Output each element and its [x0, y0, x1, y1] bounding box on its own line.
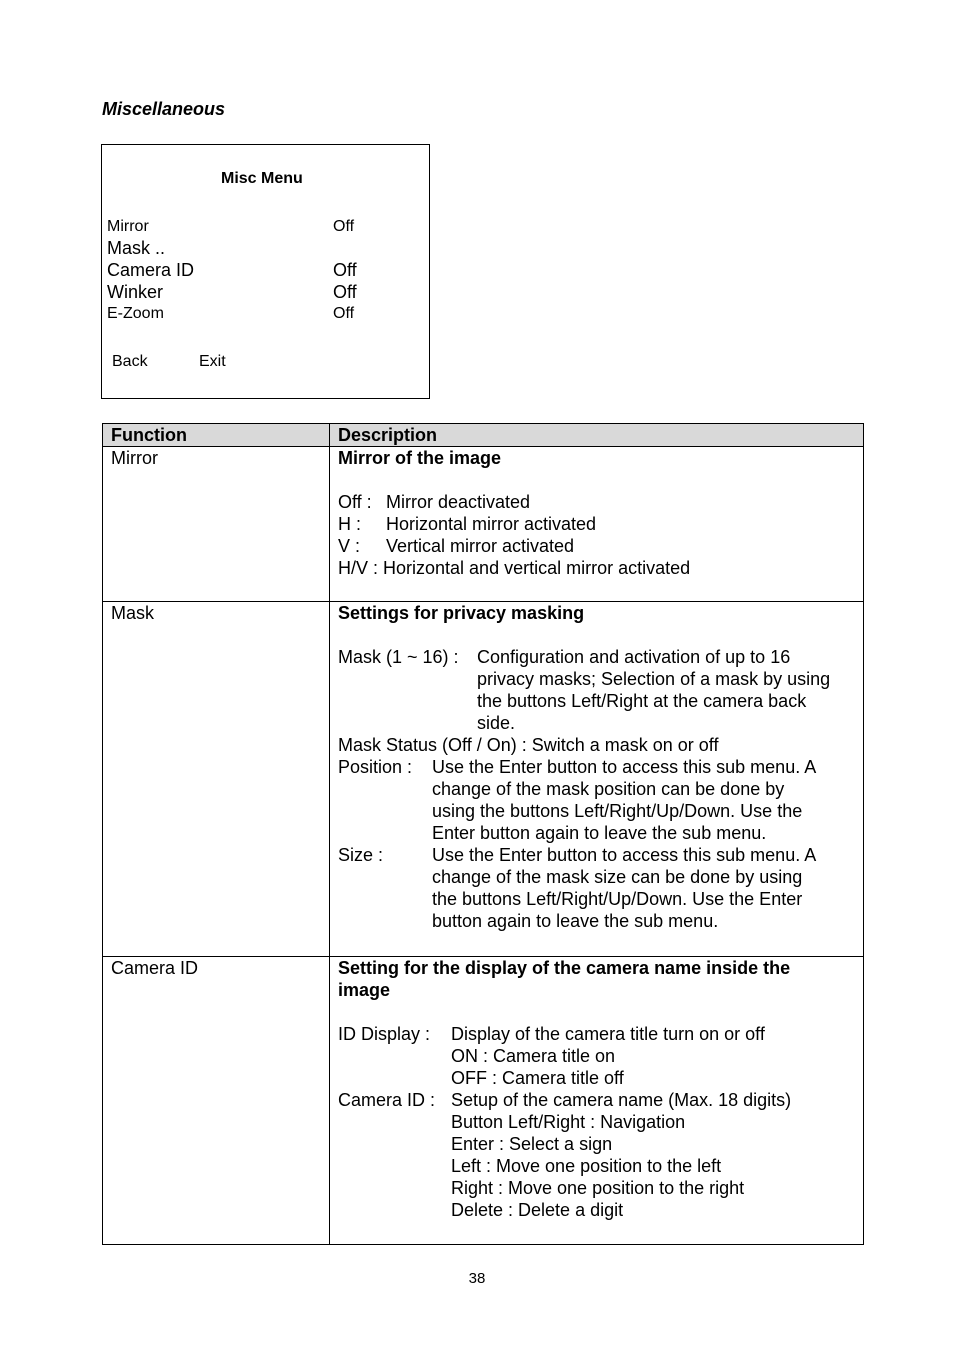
mask-line: the buttons Left/Right at the camera back	[477, 691, 807, 711]
function-mask: Mask	[103, 602, 330, 957]
header-description: Description	[330, 424, 864, 447]
size-line: button again to leave the sub menu.	[432, 911, 719, 931]
camera-id-heading-line: Setting for the display of the camera name inside the	[338, 958, 791, 978]
header-function: Function	[103, 424, 330, 447]
position-key: Position :	[338, 757, 413, 777]
menu-item-camera-id-value: Off	[333, 260, 357, 280]
mirror-heading: Mirror of the image	[338, 448, 502, 468]
mirror-key-v: V :	[338, 536, 361, 556]
description-camera-id	[330, 957, 864, 1245]
section-title: Miscellaneous	[102, 99, 226, 119]
table-row-mask	[103, 602, 864, 957]
table-row-camera-id	[103, 957, 864, 1245]
menu-title: Misc Menu	[221, 170, 303, 187]
mirror-hv: H/V : Horizontal and vertical mirror activated	[338, 558, 691, 578]
camera-id-line: Left : Move one position to the left	[451, 1156, 722, 1176]
position-line: Use the Enter button to access this sub menu. A	[432, 757, 817, 777]
function-table	[102, 423, 864, 1245]
camera-id-heading-line: image	[338, 980, 391, 1000]
mirror-text-v: Vertical mirror activated	[386, 536, 575, 556]
page-number: 38	[468, 1270, 486, 1287]
description-mask	[330, 602, 864, 957]
menu-item-camera-id-label: Camera ID	[107, 260, 195, 280]
size-line: change of the mask size can be done by using	[432, 867, 803, 887]
camera-id-line: Setup of the camera name (Max. 18 digits)	[451, 1090, 792, 1110]
mask-line: privacy masks; Selection of a mask by using	[477, 669, 831, 689]
mask-line: side.	[477, 713, 516, 733]
menu-item-mirror-label: Mirror	[107, 218, 149, 235]
menu-item-winker-value: Off	[333, 282, 357, 302]
menu-item-mirror-value: Off	[333, 218, 355, 235]
camera-id-key: Camera ID :	[338, 1090, 436, 1110]
menu-item-winker-label: Winker	[107, 282, 164, 302]
table-header-row	[103, 424, 864, 447]
menu-back-label: Back	[112, 353, 148, 370]
menu-item-mask-label: Mask ..	[107, 238, 166, 258]
size-key: Size :	[338, 845, 384, 865]
mirror-key-off: Off :	[338, 492, 372, 512]
id-display-line: ON : Camera title on	[451, 1046, 616, 1066]
position-line: Enter button again to leave the sub menu.	[432, 823, 767, 843]
mirror-key-h: H :	[338, 514, 362, 534]
camera-id-line: Enter : Select a sign	[451, 1134, 613, 1154]
menu-exit-label: Exit	[199, 353, 226, 370]
description-mirror	[330, 447, 864, 602]
function-mirror: Mirror	[103, 447, 330, 602]
mask-status: Mask Status (Off / On) : Switch a mask on or off	[338, 735, 719, 755]
mask-heading: Settings for privacy masking	[338, 603, 585, 623]
id-display-key: ID Display :	[338, 1024, 431, 1044]
mirror-text-h: Horizontal mirror activated	[386, 514, 597, 534]
menu-item-ezoom-label: E-Zoom	[107, 305, 164, 322]
size-line: Use the Enter button to access this sub menu. A	[432, 845, 817, 865]
mask-key: Mask (1 ~ 16) :	[338, 647, 459, 667]
mirror-text-off: Mirror deactivated	[386, 492, 531, 512]
size-line: the buttons Left/Right/Up/Down. Use the Enter	[432, 889, 803, 909]
camera-id-line: Delete : Delete a digit	[451, 1200, 624, 1220]
id-display-line: OFF : Camera title off	[451, 1068, 624, 1088]
position-line: change of the mask position can be done by	[432, 779, 785, 799]
id-display-line: Display of the camera title turn on or off	[451, 1024, 765, 1044]
menu-item-ezoom-value: Off	[333, 305, 355, 322]
function-camera-id: Camera ID	[103, 957, 330, 1245]
camera-id-line: Right : Move one position to the right	[451, 1178, 745, 1198]
camera-id-line: Button Left/Right : Navigation	[451, 1112, 686, 1132]
mask-line: Configuration and activation of up to 16	[477, 647, 791, 667]
position-line: using the buttons Left/Right/Up/Down. Use the	[432, 801, 803, 821]
table-row-mirror	[103, 447, 864, 602]
